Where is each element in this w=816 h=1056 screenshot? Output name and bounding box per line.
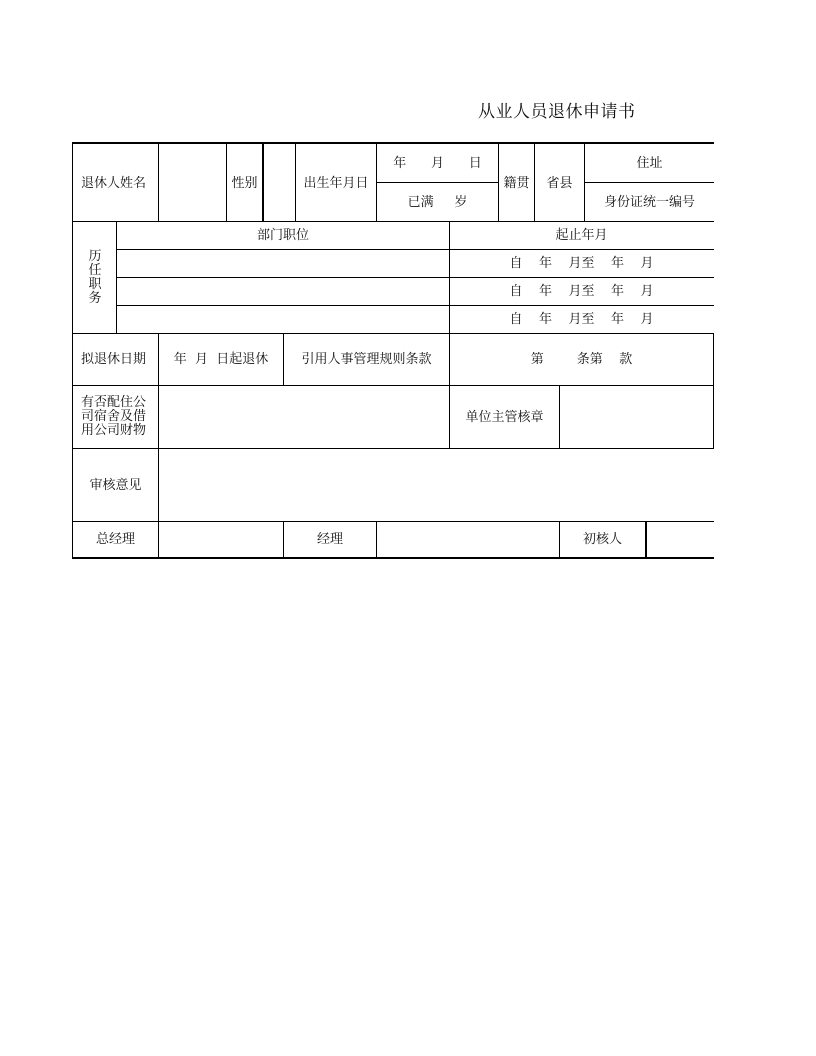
history-label (73, 222, 117, 333)
history-label-char: 任 (88, 262, 102, 278)
dept-position-field[interactable] (117, 250, 449, 277)
retiree-name-label: 退休人姓名 (81, 175, 147, 191)
manager-label: 经理 (316, 532, 343, 547)
col-divider (713, 334, 714, 449)
history-label-char: 务 (88, 290, 102, 306)
retiree-name-field[interactable] (159, 144, 226, 222)
rule-reference-label: 引用人事管理规则条款 (301, 352, 432, 367)
initial-checker-field[interactable] (647, 522, 714, 557)
sex-field[interactable] (264, 144, 295, 222)
dept-position-field[interactable] (117, 306, 449, 333)
province-county-label: 省县 (546, 175, 573, 191)
age-field[interactable]: 已满 岁 (407, 194, 468, 210)
general-manager-label: 总经理 (95, 532, 135, 547)
native-place-label: 籍贯 (503, 175, 530, 191)
unit-seal-label: 单位主管核章 (465, 409, 544, 425)
period-field[interactable]: 自 年 月至 年 月 (509, 312, 654, 327)
dept-position-field[interactable] (117, 278, 449, 305)
address-label: 住址 (636, 155, 663, 171)
review-opinion-field[interactable] (159, 449, 714, 521)
birth-date-field[interactable]: 年 月 日 (393, 155, 482, 171)
company-property-label (73, 386, 158, 448)
manager-field[interactable] (377, 522, 559, 557)
unit-seal-field[interactable] (560, 386, 713, 448)
birth-date-label: 出生年月日 (303, 175, 369, 191)
initial-checker-label: 初核人 (582, 532, 622, 547)
id-number-label: 身份证统一编号 (603, 194, 695, 210)
period-field[interactable]: 自 年 月至 年 月 (509, 284, 654, 299)
retire-date-field[interactable]: 年 月 日起退休 (173, 352, 269, 367)
company-property-field[interactable] (159, 386, 449, 448)
page-title: 从业人员退休申请书 (478, 102, 636, 122)
rule-reference-field[interactable]: 第 条第 款 (530, 352, 633, 367)
general-manager-field[interactable] (159, 522, 283, 557)
sex-label: 性别 (231, 175, 258, 191)
retire-date-label: 拟退休日期 (81, 352, 147, 367)
dept-position-header: 部门职位 (256, 228, 309, 243)
company-property-label-line: 用公司财物 (81, 423, 147, 438)
table-bottom-border (72, 557, 714, 559)
period-field[interactable]: 自 年 月至 年 月 (509, 256, 654, 271)
period-header: 起止年月 (555, 228, 608, 243)
company-property-label-line: 司宿舍及借 (81, 409, 147, 424)
history-label-char: 职 (88, 276, 102, 292)
company-property-label-line: 有否配住公 (81, 395, 147, 410)
review-opinion-label: 审核意见 (89, 477, 142, 493)
history-label-char: 历 (88, 248, 102, 264)
